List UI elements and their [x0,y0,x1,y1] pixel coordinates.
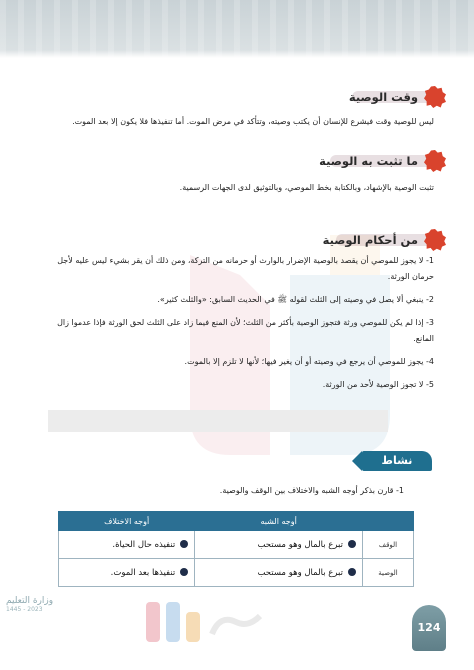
blank-writing-area [48,410,388,432]
list-item: 3- إذا لم يكن للموصي ورثة فتجوز الوصية بأكثر من الثلث؛ لأن المنع فيما زاد على الثلث لحق الورثة فإذا عدموا زال المانع. [57,318,434,343]
cell-difference [59,531,195,559]
section-body-timing: ليس للوصية وقت فيشرع للإنسان أن يكتب وصيته، وتتأكد في مرض الموت. أما تنفيذها فلا يكون إلا بعد الموت. [72,117,434,126]
table-row [59,531,414,559]
comparison-table [58,511,414,587]
cell-similarity [195,559,363,587]
bullet-icon [348,540,356,548]
table-row [59,559,414,587]
ministry-logo [6,596,76,613]
list-item: 4- يجوز للموصي أن يرجع في وصيته أو أن يغير فيها؛ لأنها لا تلزم إلا بالموت. [184,357,434,366]
cell-similarity [195,531,363,559]
page-header-banner [0,0,474,58]
cell-difference [59,559,195,587]
row-label-waqf: الوقف [363,531,414,559]
section-title-text: ما تثبت به الوصية [319,154,418,168]
cell-text: تبرع بالمال وهو مستحب [257,539,343,550]
table-header-empty [363,512,414,531]
rulings-list [44,253,434,400]
row-label-wasiyya: الوصية [363,559,414,587]
ministry-name: وزارة التعليم [6,596,54,606]
cell-text: تبرع بالمال وهو مستحب [257,567,343,578]
table-header-similarity: أوجه الشبه [195,512,363,531]
bullet-icon [180,568,188,576]
cell-text: تنفيذه حال الحياة. [112,539,176,550]
cell-text: تنفيذها بعد الموت. [110,567,176,578]
flower-badge-icon [424,150,446,172]
activity-tag: نشاط [362,451,432,471]
table-header-difference: أوجه الاختلاف [59,512,195,531]
flower-badge-icon [424,229,446,251]
section-title-text: من أحكام الوصية [322,233,418,247]
section-title-timing [349,86,446,108]
list-item: 5- لا تجوز الوصية لأحد من الورثة. [322,380,434,389]
ministry-year: 2023 - 1445 [6,606,43,613]
page-number-badge: 124 [412,605,446,651]
bullet-icon [180,540,188,548]
site-watermark-icon [140,594,270,654]
activity-instruction: 1- قارن بذكر أوجه الشبه والاختلاف بين الوقف والوصية. [219,486,404,495]
section-title-rulings [323,229,446,251]
list-item: 1- لا يجوز للموصي أن يقصد بالوصية الإضرار بالوارث أو حرمانه من التركة، ومن ذلك أن يقر بشيء ليس عليه لأجل حرمان الورثة. [57,256,434,281]
flower-badge-icon [424,86,446,108]
list-item: 2- ينبغي ألا يصل في وصيته إلى الثلث لقوله ﷺ في الحديث السابق: «والثلث كثير». [157,295,434,304]
section-title-proof [319,150,446,172]
bullet-icon [348,568,356,576]
section-body-proof: تثبت الوصية بالإشهاد، وبالكتابة بخط الموصي، وبالتوثيق لدى الجهات الرسمية. [179,183,434,192]
section-title-text: وقت الوصية [348,90,418,104]
